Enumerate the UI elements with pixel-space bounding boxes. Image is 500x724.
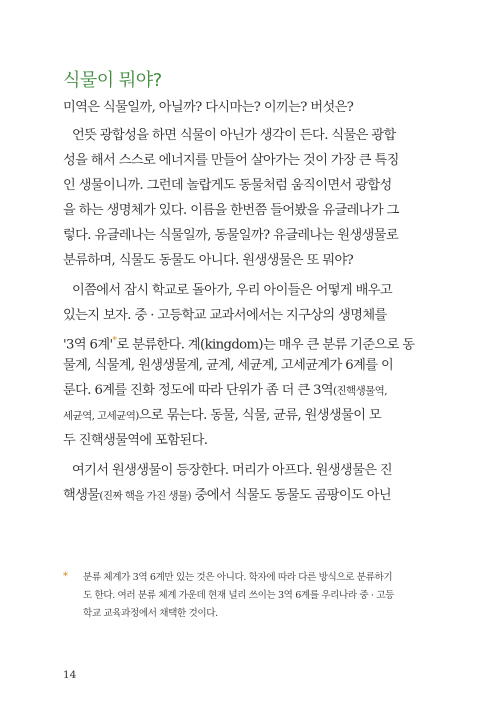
footnote-marker[interactable]: * — [112, 336, 117, 346]
body-text: 룬다. 6계를 진화 정도에 따라 단위가 좀 더 큰 3역 — [63, 383, 334, 398]
body-line: 물계, 식물계, 원생생물계, 균계, 세균계, 고세균계가 6계를 이 — [63, 358, 394, 373]
body-text: 중에서 식물도 동물도 곰팡이도 아닌 — [190, 488, 392, 503]
body-line: 언뜻 광합성을 하면 식물이 아닌가 생각이 든다. 식물은 광합 — [72, 128, 396, 143]
body-text: 핵생물 — [63, 488, 100, 503]
footnote-line: 분류 체계가 3역 6계만 있는 것은 아니다. 학자에 따라 다른 방식으로 분류하기 — [83, 572, 393, 583]
body-text: 으로 묶는다. 동물, 식물, 균류, 원생생물이 모 — [138, 408, 382, 423]
section-heading: 식물이 뭐야? — [63, 70, 162, 91]
body-line: 인 생물이니까. 그런데 놀랍게도 동물처럼 움직이면서 광합성 — [63, 178, 392, 193]
body-line — [63, 332, 437, 354]
body-text: 로 분류한다. 계(kingdom)는 매우 큰 분류 기준으로 동 — [116, 337, 415, 353]
body-text: '3역 6계' — [63, 337, 113, 353]
body-line — [63, 407, 437, 425]
body-text-small: 세균역, 고세균역) — [63, 410, 139, 422]
page-number: 14 — [63, 669, 77, 681]
body-line — [63, 487, 437, 505]
footnote-line: 학교 교육과정에서 채택한 것이다. — [83, 608, 218, 619]
body-text-small: (진짜 핵을 가진 생물) — [99, 490, 191, 502]
footnote-line: 도 한다. 여러 분류 체계 가운데 현재 널리 쓰이는 3역 6계를 우리나라 중 · 고등 — [83, 590, 394, 601]
body-text-small: (진핵생물역, — [333, 385, 387, 397]
body-line: 분류하며, 식물도 동물도 아니다. 원생생물은 또 뭐야? — [63, 253, 354, 268]
body-line: 두 진핵생물역에 포함된다. — [63, 433, 208, 448]
body-line: 미역은 식물일까, 아닐까? 다시마는? 이끼는? 버섯은? — [63, 100, 354, 115]
body-line: 이쯤에서 잠시 학교로 돌아가, 우리 아이들은 어떻게 배우고 — [72, 283, 393, 298]
body-line: 여기서 원생생물이 등장한다. 머리가 아프다. 원생생물은 진 — [72, 463, 393, 478]
body-line: 있는지 보자. 중 · 고등학교 교과서에서는 지구상의 생명체를 — [63, 308, 387, 323]
body-line: 을 하는 생명체가 있다. 이름을 한번쯤 들어봤을 유글레나가 그 — [63, 203, 399, 218]
footnote-marker: * — [63, 571, 68, 582]
body-line: 성을 해서 스스로 에너지를 만들어 살아가는 것이 가장 큰 특징 — [63, 153, 399, 168]
body-line — [63, 382, 437, 400]
body-line: 렇다. 유글레나는 식물일까, 동물일까? 유글레나는 원생생물로 — [63, 228, 399, 243]
